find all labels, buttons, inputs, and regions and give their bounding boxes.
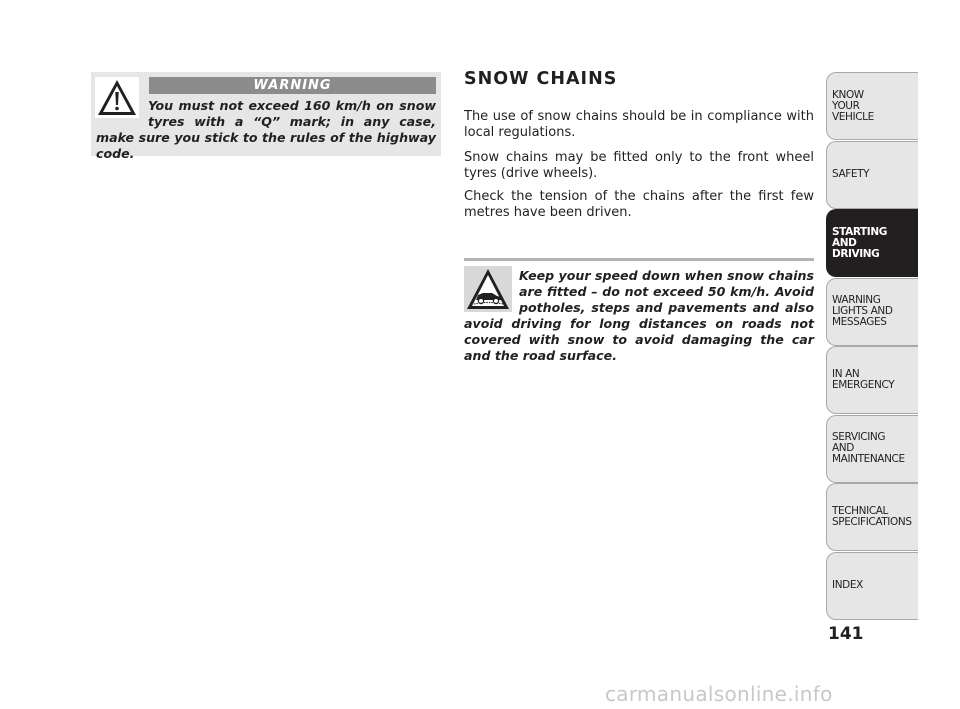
tab-index[interactable]: [826, 552, 918, 620]
warning-box: [91, 72, 441, 161]
tab-label-line: VEHICLE: [832, 110, 874, 123]
tab-label-line: SAFETY: [832, 168, 870, 180]
tab-label-line: EMERGENCY: [832, 379, 895, 391]
tab-label-line: SERVICING: [832, 431, 886, 443]
tab-label-line: AND: [832, 442, 854, 454]
caution-divider: [464, 258, 814, 261]
watermark: carmanualsonline.info: [605, 682, 833, 706]
caution-text-content: Keep your speed down when snow chains are fitted – do not exceed 50 km/h. Avoid potholes, steps and pavements and also avoid driving for long distances on roads not covered with snow to avoid damaging the car and the road surface.: [464, 268, 814, 363]
caution-box: [464, 266, 814, 370]
tab-label-line: WARNING: [832, 294, 881, 306]
section-title: SNOW CHAINS: [464, 69, 618, 89]
tab-label-line: INDEX: [832, 579, 863, 591]
tab-label-line: SPECIFICATIONS: [832, 516, 912, 528]
tab-label-line: MAINTENANCE: [832, 453, 905, 465]
page-number: 141: [828, 624, 864, 644]
caution-text: [464, 268, 814, 364]
paragraph-1: The use of snow chains should be in compliance with local regulations.: [464, 109, 814, 140]
tab-warning-lights-and-messages[interactable]: [826, 278, 918, 346]
warning-label: WARNING: [149, 77, 436, 94]
tab-technical-specifications[interactable]: [826, 483, 918, 551]
tab-label-line: AND: [832, 236, 857, 249]
tab-label-line: YOUR: [832, 99, 860, 112]
paragraph-3: Check the tension of the chains after the first few metres have been driven.: [464, 189, 814, 220]
tab-in-an-emergency[interactable]: [826, 346, 918, 414]
tab-label-line: TECHNICAL: [832, 505, 888, 517]
tab-label-line: IN AN: [832, 368, 860, 380]
tab-starting-and-driving[interactable]: [826, 209, 918, 277]
tab-label-line: LIGHTS AND: [832, 305, 893, 317]
tab-servicing-and-maintenance[interactable]: [826, 415, 918, 483]
tab-label-line: DRIVING: [832, 247, 880, 260]
warning-text-content: You must not exceed 160 km/h on snow tyres with a “Q” mark; in any case, make sure you stick to the rules of the highway code.: [96, 98, 436, 161]
tab-label-line: STARTING: [832, 225, 887, 238]
tab-label-line: MESSAGES: [832, 316, 887, 328]
tab-safety[interactable]: [826, 141, 918, 209]
tab-label-line: KNOW: [832, 88, 864, 101]
paragraph-2: Snow chains may be fitted only to the front wheel tyres (drive wheels).: [464, 150, 814, 181]
warning-text: [96, 98, 436, 162]
tab-know-your-vehicle[interactable]: [826, 72, 918, 140]
